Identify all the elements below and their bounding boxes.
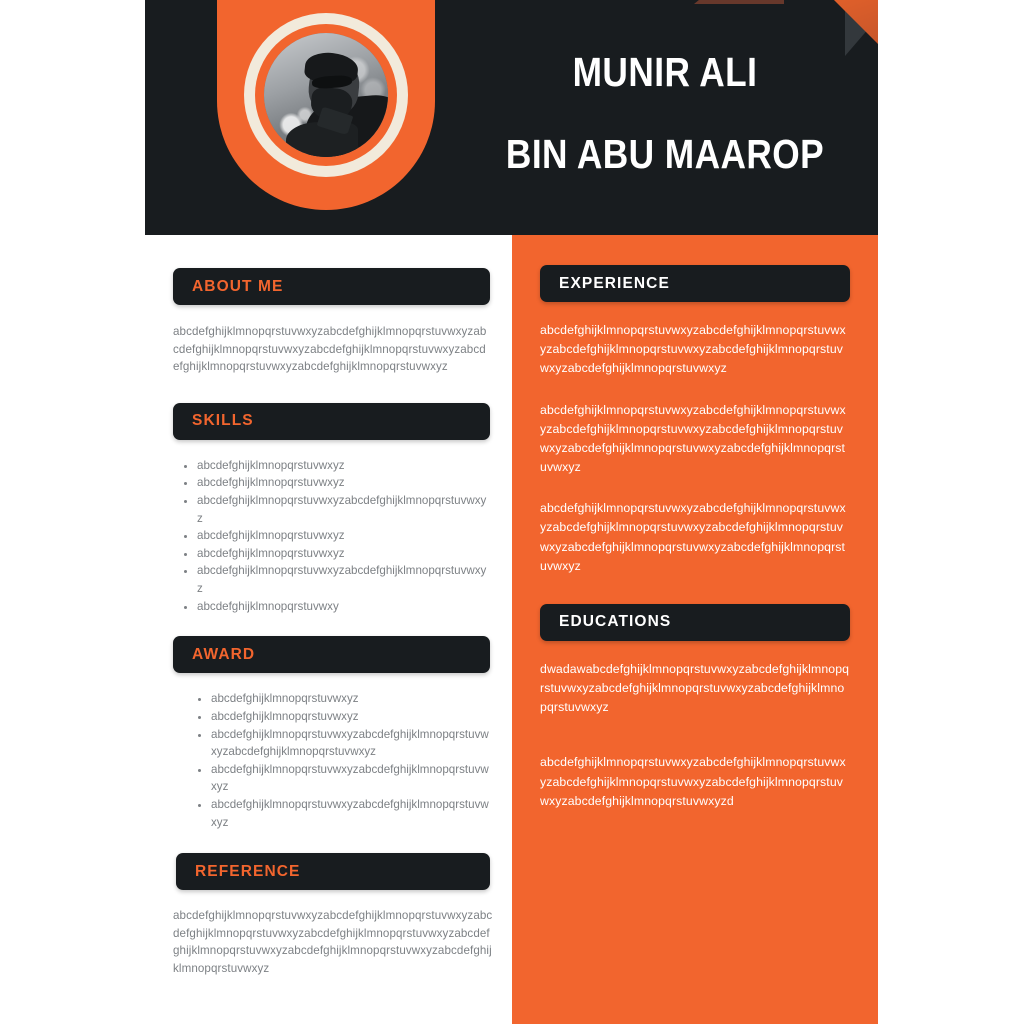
section-header-educations[interactable] [540,604,850,641]
section-title-skills: SKILLS [192,412,254,430]
reference-paragraph: abcdefghijklmnopqrstuvwxyzabcdefghijklmnopqrstuvwxyzabcdefghijklmnopqrstuvwxyzabcdefghijklmnopqrstuvwxyzabcdefghijklmnopqrstuvwxyzabcdefghijklmnopqrstuvwxyzabcdefghijklmnopqrstuvwxyz [173,909,493,976]
body-area [145,235,878,1024]
skills-list [173,457,490,615]
list-item: • abcdefghijklmnopqrstuvwxyzabcdefghijklmnopqrstuvwxyz [211,796,490,831]
name-first-line: MUNIR ALI [572,49,758,95]
section-header-about-me[interactable] [173,268,490,305]
list-item: • abcdefghijklmnopqrstuvwxyzabcdefghijklmnopqrstuvwxyz [197,492,490,527]
section-title-educations: EDUCATIONS [559,613,672,631]
list-item: • abcdefghijklmnopqrstuvwxy [197,598,490,616]
educations-paragraph-2: abcdefghijklmnopqrstuvwxyzabcdefghijklmnopqrstuvwxyzabcdefghijklmnopqrstuvwxyzabcdefghijklmnopqrstuvwxyzabcdefghijklmnopqrstuvwxyzd [540,755,846,808]
section-title-reference: REFERENCE [195,862,301,880]
section-header-reference[interactable] [176,853,490,890]
educations-paragraph-1: dwadawabcdefghijklmnopqrstuvwxyzabcdefghijklmnopqrstuvwxyzabcdefghijklmnopqrstuvwxyzabcdefghijklmnopqrstuvwxyz [540,661,850,715]
section-header-award[interactable] [173,636,490,673]
decorative-triangle-left [694,0,784,4]
section-title-experience: EXPERIENCE [559,274,670,292]
page-title [455,49,875,177]
list-item: • abcdefghijklmnopqrstuvwxyz [197,545,490,563]
section-header-experience[interactable] [540,265,850,302]
list-item: • abcdefghijklmnopqrstuvwxyzabcdefghijklmnopqrstuvwxyz [197,562,490,597]
list-item: • abcdefghijklmnopqrstuvwxyz [197,527,490,545]
avatar [264,33,388,157]
award-list [173,690,490,831]
photo-badge [217,0,435,210]
list-item: • abcdefghijklmnopqrstuvwxyz [211,690,490,708]
left-column [145,235,512,1024]
section-title-award: AWARD [192,645,256,663]
list-item: • abcdefghijklmnopqrstuvwxyz [197,474,490,492]
section-header-skills[interactable] [173,403,490,440]
about-me-paragraph: abcdefghijklmnopqrstuvwxyzabcdefghijklmnopqrstuvwxyzabcdefghijklmnopqrstuvwxyzabcdefghijklmnopqrstuvwxyzabcdefghijklmnopqrstuvwxyzabcdefghijklmnopqrstuvwxyz [173,325,487,374]
photo-ring-cream [244,13,408,177]
list-item: • abcdefghijklmnopqrstuvwxyz [197,457,490,475]
list-item: • abcdefghijklmnopqrstuvwxyzabcdefghijklmnopqrstuvwxyz [211,761,490,796]
section-title-about-me: ABOUT ME [192,277,284,295]
left-column-inner [173,235,493,978]
resume-page [145,0,878,1024]
experience-paragraph-3: abcdefghijklmnopqrstuvwxyzabcdefghijklmnopqrstuvwxyzabcdefghijklmnopqrstuvwxyzabcdefghijklmnopqrstuvwxyzabcdefghijklmnopqrstuvwxyzabcdefghijklmnopqrstuvwxyz [540,501,846,573]
list-item: • abcdefghijklmnopqrstuvwxyzabcdefghijklmnopqrstuvwxyzabcdefghijklmnopqrstuvwxyz [211,726,490,761]
experience-paragraph-1: abcdefghijklmnopqrstuvwxyzabcdefghijklmnopqrstuvwxyzabcdefghijklmnopqrstuvwxyzabcdefghijklmnopqrstuvwxyzabcdefghijklmnopqrstuvwxyz [540,323,846,376]
photo-ring-orange [255,24,397,166]
right-column-inner [540,235,850,811]
header-band [145,0,878,235]
right-column [512,235,878,1024]
name-second-line: BIN ABU MAAROP [505,131,825,177]
list-item: • abcdefghijklmnopqrstuvwxyz [211,708,490,726]
experience-paragraph-2: abcdefghijklmnopqrstuvwxyzabcdefghijklmnopqrstuvwxyzabcdefghijklmnopqrstuvwxyzabcdefghijklmnopqrstuvwxyzabcdefghijklmnopqrstuvwxyzabcdefghijklmnopqrstuvwxyz [540,402,846,475]
